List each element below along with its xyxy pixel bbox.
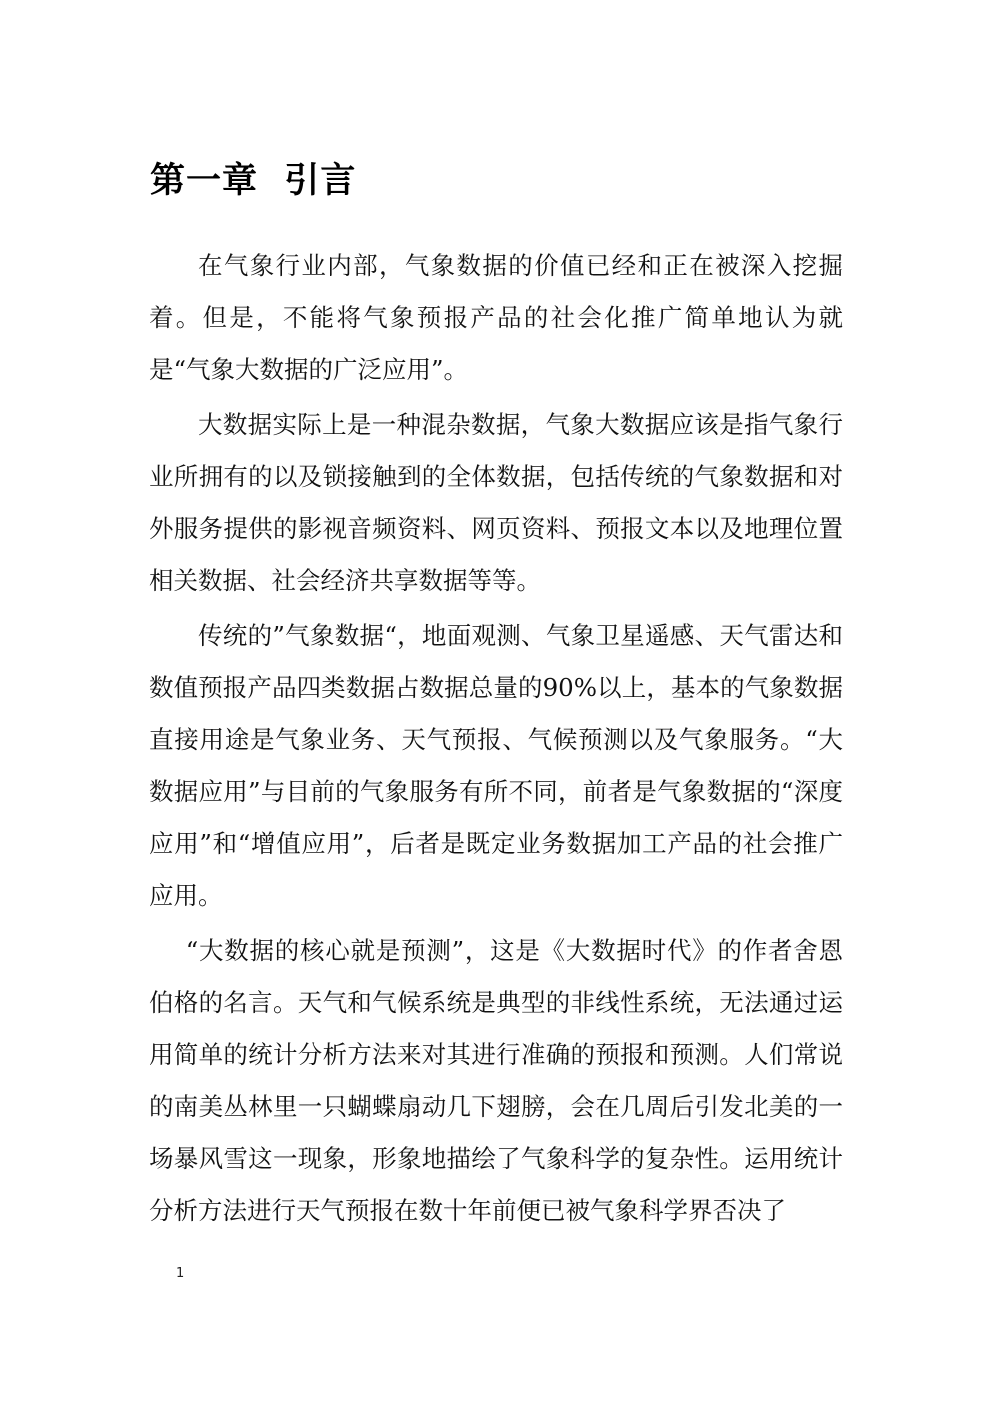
page-number: 1 — [176, 1266, 185, 1281]
paragraph-intro: 在气象行业内部，气象数据的价值已经和正在被深入挖掘着。但是，不能将气象预报产品的社会化推广简单地认为就是“气象大数据的广泛应用”。 — [149, 251, 843, 384]
chapter-title: 第一章 引言 — [150, 161, 357, 201]
body-text — [149, 240, 843, 1240]
paragraph-prediction: “大数据的核心就是预测”，这是《大数据时代》的作者舍恩伯格的名言。天气和气候系统是典型的非线性系统，无法通过运用简单的统计分析方法来对其进行准确的预报和预测。人们常说的南美丛林里一只蝴蝶扇动几下翅膀，会在几周后引发北美的一场暴风雪这一现象，形象地描绘了气象科学的复杂性。运用统计分析方法进行天气预报在数十年前便已被气象科学界否决了 — [149, 936, 843, 1225]
paragraph-traditional-data: 传统的”气象数据“，地面观测、气象卫星遥感、天气雷达和数值预报产品四类数据占数据总量的90%以上，基本的气象数据直接用途是气象业务、天气预报、气候预测以及气象服务。“大数据应用”与目前的气象服务有所不同，前者是气象数据的“深度应用”和“增值应用”，后者是既定业务数据加工产品的社会推广应用。 — [149, 621, 843, 910]
paragraph-big-data-definition: 大数据实际上是一种混杂数据，气象大数据应该是指气象行业所拥有的以及锁接触到的全体数据，包括传统的气象数据和对外服务提供的影视音频资料、网页资料、预报文本以及地理位置相关数据、社会经济共享数据等等。 — [149, 410, 843, 595]
